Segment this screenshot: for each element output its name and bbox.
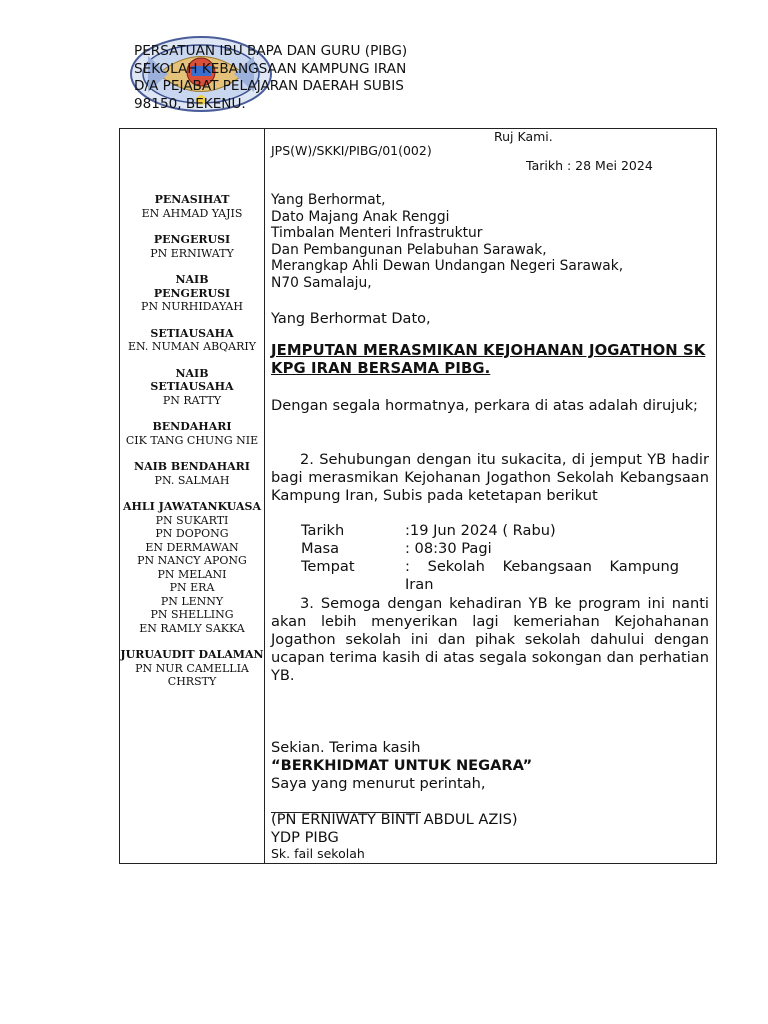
role-title: NAIB	[175, 366, 209, 380]
closing-thanks: Sekian. Terima kasih	[271, 739, 421, 756]
signatory-position: YDP PIBG	[271, 829, 339, 846]
member-name: PN SHELLING	[150, 608, 234, 621]
letterhead-line: SEKOLAH KEBANGSAAN KAMPUNG IRAN	[134, 60, 407, 77]
member-name: PN SUKARTI	[155, 513, 229, 527]
member-name: PN DOPONG	[155, 527, 229, 540]
reference-number: JPS(W)/SKKI/PIBG/01(002)	[271, 143, 432, 158]
signature-block	[271, 811, 709, 847]
member-name: PN NURHIDAYAH	[141, 300, 243, 313]
role-title: SETIAUSAHA	[150, 326, 234, 340]
member-name: PN ERNIWATY	[150, 246, 234, 260]
role-title: JURUAUDIT DALAMAN	[120, 648, 264, 661]
letterhead-line: 98150, BEKENU.	[134, 95, 246, 112]
detail-value	[405, 558, 679, 576]
recipient-address	[271, 192, 709, 292]
detail-label: Tempat	[301, 558, 355, 575]
address-line: Yang Berhormat,	[271, 192, 386, 208]
member-name: EN AHMAD YAJIS	[141, 206, 243, 220]
role-title: NAIB BENDAHARI	[134, 460, 250, 473]
role-title: SETIAUSAHA	[150, 380, 234, 393]
closing-order: Saya yang menurut perintah,	[271, 775, 486, 792]
detail-value-part: :	[405, 558, 410, 575]
event-details	[301, 522, 679, 594]
role-title: NAIB	[175, 273, 209, 286]
member-name: PN NANCY APONG	[137, 554, 247, 567]
address-line: N70 Samalaju,	[271, 274, 372, 291]
member-name: PN. SALMAH	[154, 473, 230, 487]
address-line: Dan Pembangunan Pelabuhan Sarawak,	[271, 241, 547, 258]
letterhead-line: D/A PEJABAT PELAJARAN DAERAH SUBIS	[134, 78, 404, 94]
reference-label: Ruj Kami.	[494, 129, 553, 144]
paragraph-2: 2. Sehubungan dengan itu sukacita, di jemput YB hadir bagi merasmikan Kejohanan Jogathon Sekolah Kebangsaan Kampung Iran, Subis pada ketetapan berikut	[271, 451, 709, 504]
detail-value: :19 Jun 2024 ( Rabu)	[405, 522, 556, 539]
member-name: PN NUR CAMELLIA	[135, 661, 249, 675]
detail-value-part: Kebangsaan	[502, 558, 592, 575]
role-title: PENASIHAT	[154, 193, 230, 206]
detail-value-part: Kampung	[609, 558, 679, 575]
member-name: PN RATTY	[162, 393, 222, 407]
role-title: PENGERUSI	[153, 286, 231, 300]
signatory-name: (PN ERNIWATY BINTI ABDUL AZIS)	[271, 811, 518, 828]
detail-label: Tarikh	[301, 522, 345, 539]
paragraph-3: 3. Semoga dengan kehadiran YB ke program ini nanti akan lebih menyerikan lagi kemeriahan Kejohahanan Jogathon sekolah ini dan pihak sekolah dahului dengan ucapan terima kasih di atas segala sokongan dan perhatian YB.	[271, 595, 709, 684]
paragraph-1: Dengan segala hormatnya, perkara di atas adalah dirujuk;	[271, 397, 698, 414]
role-title: AHLI JAWATANKUASA	[122, 500, 262, 513]
letterhead	[134, 43, 407, 113]
member-name: PN MELANI	[157, 567, 227, 581]
motto: “BERKHIDMAT UNTUK NEGARA”	[271, 757, 533, 774]
address-line: Dato Majang Anak Renggi	[271, 208, 450, 225]
letterhead-line: PERSATUAN IBU BAPA DAN GURU (PIBG)	[134, 43, 408, 59]
role-title: PENGERUSI	[153, 233, 231, 246]
letter-subject: JEMPUTAN MERASMIKAN KEJOHANAN JOGATHON SK KPG IRAN BERSAMA PIBG.	[271, 342, 706, 377]
detail-value: : 08:30 Pagi	[405, 540, 492, 557]
member-name: PN ERA	[169, 581, 215, 594]
address-line: Merangkap Ahli Dewan Undangan Negeri Sarawak,	[271, 258, 624, 275]
member-name: EN. NUMAN ABQARIY	[127, 340, 257, 353]
column-divider	[264, 128, 265, 864]
detail-value-part: Sekolah	[427, 558, 485, 575]
letter-date: Tarikh : 28 Mei 2024	[526, 158, 653, 173]
member-name: CIK TANG CHUNG NIE	[125, 433, 259, 447]
file-note: Sk. fail sekolah	[271, 846, 365, 861]
detail-value-part: Iran	[405, 576, 434, 593]
closing-block	[271, 739, 709, 793]
member-name: PN LENNY	[160, 594, 224, 608]
address-line: Timbalan Menteri Infrastruktur	[271, 225, 483, 242]
committee-sidebar	[120, 193, 264, 689]
member-name: EN DERMAWAN	[145, 540, 239, 554]
salutation: Yang Berhormat Dato,	[271, 311, 431, 327]
member-name: CHRSTY	[167, 675, 217, 688]
member-name: EN RAMLY SAKKA	[139, 621, 245, 635]
role-title: BENDAHARI	[152, 420, 232, 433]
detail-label: Masa	[301, 540, 340, 557]
